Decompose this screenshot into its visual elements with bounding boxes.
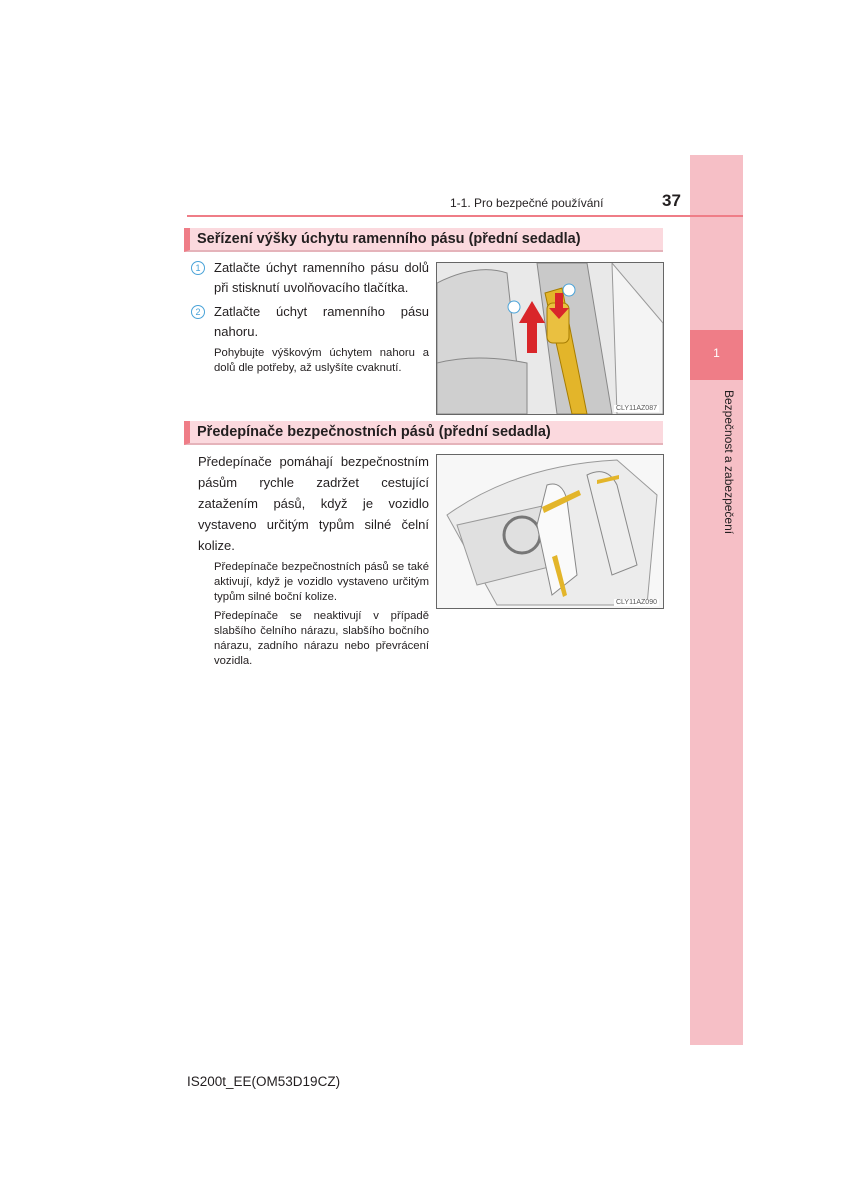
note: Předepínače se neaktivují v případě slabšího čelního nárazu, slabšího bočního nárazu, zadního nárazu nebo převrácení vozidla. — [214, 610, 429, 667]
document-code: IS200t_EE(OM53D19CZ) — [187, 1074, 341, 1089]
figure-code: CLY11AZ090 — [616, 599, 657, 606]
header-rule — [187, 215, 743, 217]
running-title: 1-1. Pro bezpečné používání — [450, 196, 604, 210]
pretensioner-figure — [436, 454, 664, 609]
body-paragraph: Předepínače pomáhají bezpečnostním pásům rychle zadržet cestující zatažením pásů, když je vozidlo vystaveno určitým typům silné čelní kolize. — [198, 454, 429, 553]
step-number: 1 — [191, 261, 205, 275]
note: Předepínače bezpečnostních pásů se také aktivují, když je vozidlo vystaveno určitým typům silné boční kolize. — [214, 561, 429, 603]
note: Pohybujte výškovým úchytem nahoru a dolů dle potřeby, až uslyšíte cvaknutí. — [214, 347, 429, 374]
shoulder-anchor-figure — [436, 262, 664, 415]
step-1 — [191, 258, 429, 298]
figure-code: CLY11AZ087 — [616, 405, 657, 412]
shoulder-anchor-illustration — [437, 263, 663, 414]
step-text: Zatlačte úchyt ramenního pásu dolů při stisknutí uvolňovacího tlačítka. — [214, 260, 429, 295]
page-number: 37 — [662, 191, 681, 210]
chapter-number-tab[interactable]: 1 — [690, 330, 743, 380]
section-heading: Předepínače bezpečnostních pásů (přední sedadla) — [184, 421, 663, 445]
step-text: Zatlačte úchyt ramenního pásu nahoru. — [214, 304, 429, 339]
side-tab — [690, 155, 743, 1045]
step-2 — [191, 302, 429, 342]
car-interior-illustration — [437, 455, 663, 608]
chapter-title: Bezpečnost a zabezpečení — [722, 390, 736, 535]
section1-text-column — [191, 258, 429, 376]
section-heading: Seřízení výšky úchytu ramenního pásu (přední sedadla) — [184, 228, 663, 252]
step-number: 2 — [191, 305, 205, 319]
section2-text-column — [191, 451, 429, 669]
